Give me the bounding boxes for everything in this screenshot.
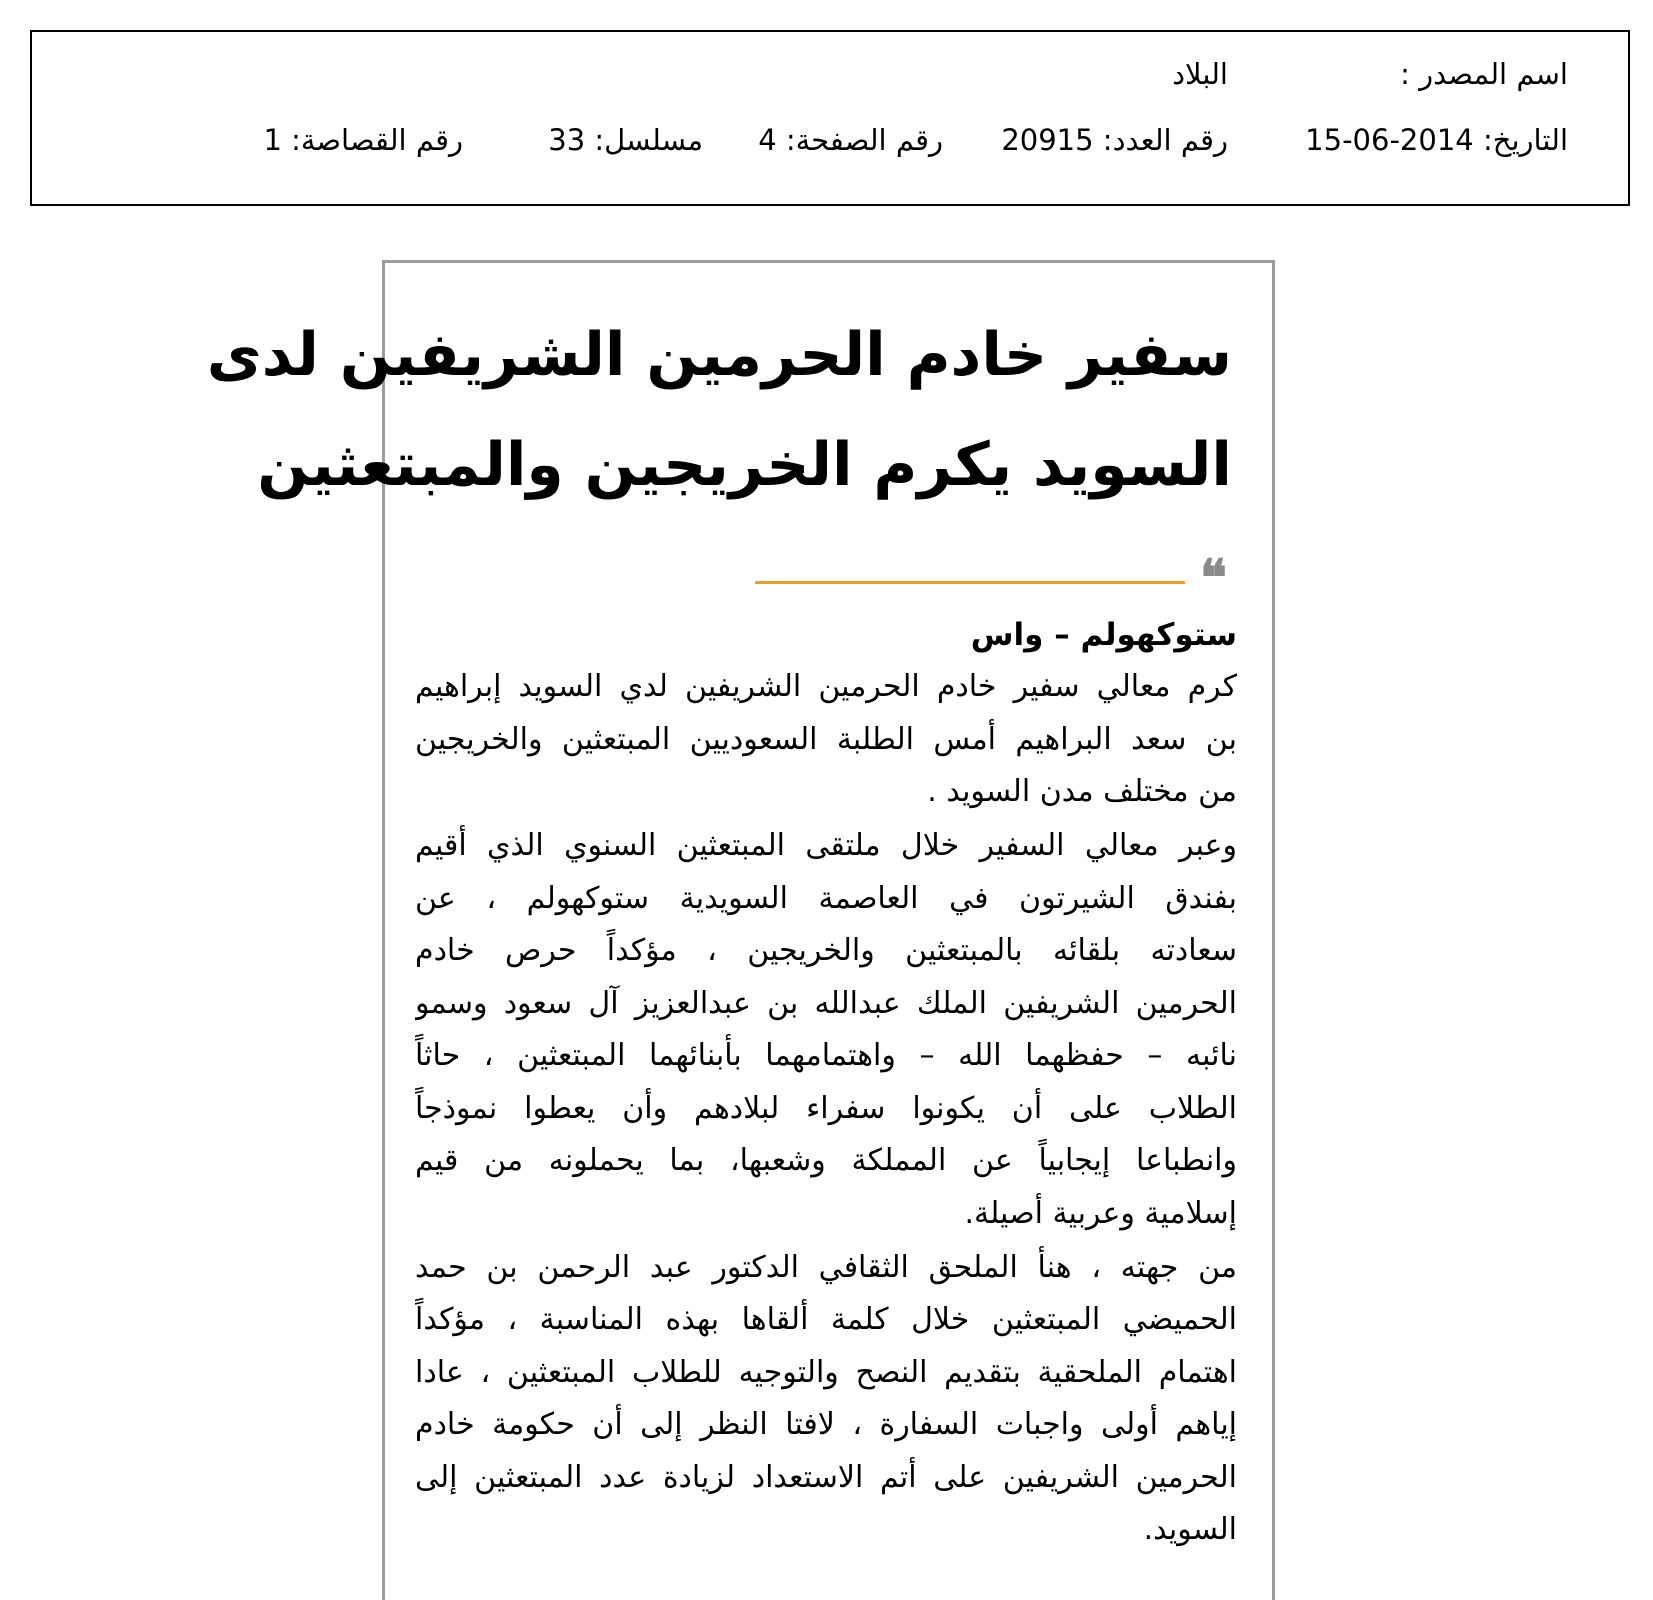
body-line: السويد.: [1143, 1512, 1237, 1547]
source-info-box: [30, 30, 1630, 206]
issue-number-field: رقم العدد: 20915: [1001, 123, 1228, 157]
body-line: من جهته ، هنأ الملحق الثقافي الدكتور عبد الرحمن بن حمد: [415, 1250, 1237, 1285]
body-line: من مختلف مدن السويد .: [927, 774, 1237, 809]
body-line: بن سعد البراهيم أمس الطلبة السعوديين المبتعثين والخريجين: [415, 722, 1237, 757]
clip-number-field: رقم القصاصة: 1: [263, 123, 463, 157]
date-field: التاريخ: 2014-06-15: [1305, 123, 1568, 157]
page-number-field: رقم الصفحة: 4: [758, 123, 943, 157]
body-line: نائبه – حفظهما الله – واهتمامهما بأبنائهما المبتعثين ، حاثاً: [415, 1038, 1237, 1073]
article-clipping: [206, 260, 1275, 1600]
headline-line-1: سفير خادم الحرمين الشريفين لدى: [206, 320, 1232, 390]
body-line: اهتمام الملحقية بتقديم النصح والتوجيه للطلاب المبتعثين ، عادا: [415, 1355, 1237, 1390]
source-label: اسم المصدر :: [1400, 57, 1568, 91]
divider-rule: [755, 581, 1185, 584]
body-line: وعبر معالي السفير خلال ملتقى المبتعثين السنوي الذي أقيم: [415, 828, 1237, 863]
body-line: وانطباعا إيجابياً عن المملكة وشعبها، بما يحملونه من قيم: [415, 1143, 1237, 1178]
body-line: الحميضي المبتعثين خلال كلمة ألقاها بهذه المناسبة ، مؤكداً: [415, 1302, 1237, 1337]
source-name: البلاد: [1172, 57, 1228, 91]
serial-field: مسلسل: 33: [548, 123, 703, 157]
body-line: الطلاب على أن يكونوا سفراء لبلادهم وأن يعطوا نموذجاً: [415, 1091, 1237, 1126]
headline-line-2: السويد يكرم الخريجين والمبتعثين: [257, 430, 1232, 500]
body-line: الحرمين الشريفين على أتم الاستعداد لزيادة عدد المبتعثين إلى: [415, 1460, 1237, 1495]
dateline: ستوكهولم – واس: [970, 617, 1237, 653]
quote-mark-icon: ❝: [1200, 548, 1227, 607]
body-line: كرم معالي سفير خادم الحرمين الشريفين لدي السويد إبراهيم: [415, 669, 1237, 704]
body-line: الحرمين الشريفين الملك عبدالله بن عبدالعزيز آل سعود وسمو: [415, 986, 1237, 1021]
body-line: إسلامية وعربية أصيلة.: [964, 1196, 1237, 1231]
body-line: بفندق الشيرتون في العاصمة السويدية ستوكهولم ، عن: [415, 881, 1237, 916]
body-line: سعادته بلقائه بالمبتعثين والخريجين ، مؤكداً حرص خادم: [415, 933, 1237, 968]
body-line: إياهم أولى واجبات السفارة ، لافتا النظر إلى أن حكومة خادم: [415, 1407, 1237, 1442]
